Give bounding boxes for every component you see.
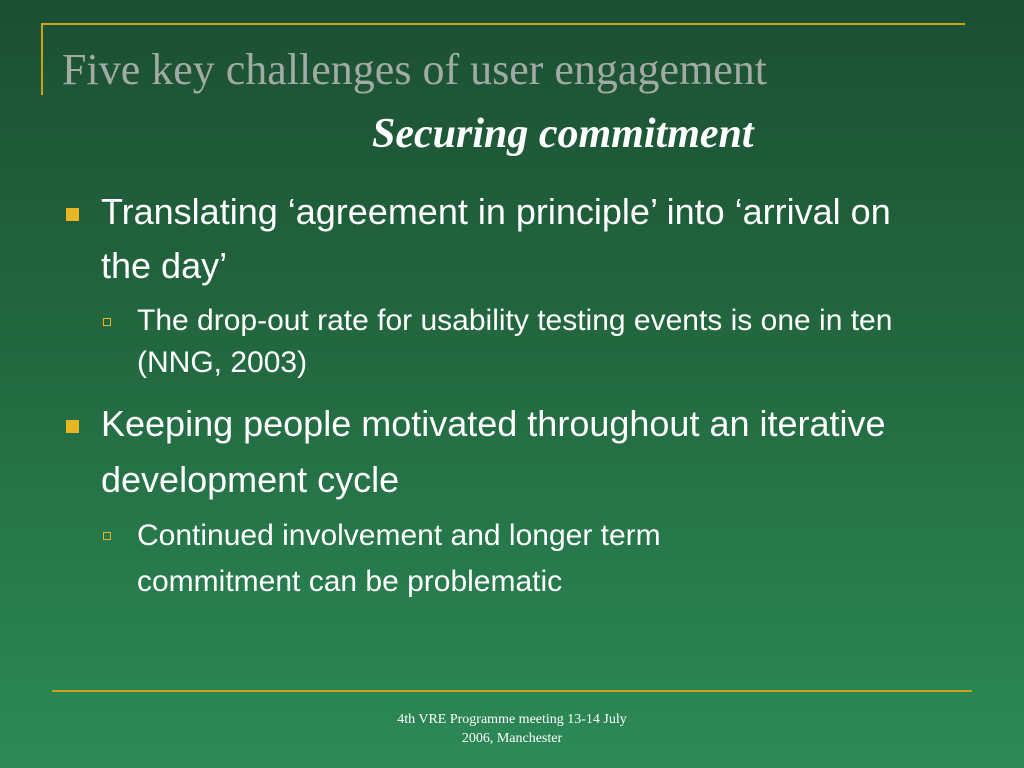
- slide-subtitle: Securing commitment: [372, 111, 754, 157]
- slide-footer: [362, 710, 662, 748]
- square-bullet-icon: [66, 420, 79, 433]
- bullet-item-1: Translating ‘agreement in principle’ into ‘arrival on the day’: [101, 191, 891, 286]
- title-frame-top-rule: [41, 23, 965, 25]
- bullet-item-2: Keeping people motivated throughout an iterative development cycle: [101, 403, 886, 500]
- sub-bullet-item-2: Continued involvement and longer term commitment can be problematic: [137, 519, 661, 598]
- hollow-square-bullet-icon: [103, 318, 111, 326]
- hollow-square-bullet-icon: [103, 532, 111, 540]
- footer-line-2: 2006, Manchester: [461, 731, 563, 746]
- slide-title: Five key challenges of user engagement: [62, 45, 767, 94]
- title-frame-left-rule: [41, 23, 43, 95]
- footer-line-1: 4th VRE Programme meeting 13-14 July: [397, 712, 627, 727]
- sub-bullet-item-1: The drop-out rate for usability testing events is one in ten (NNG, 2003): [137, 304, 893, 379]
- square-bullet-icon: [66, 208, 79, 221]
- footer-rule: [52, 690, 972, 692]
